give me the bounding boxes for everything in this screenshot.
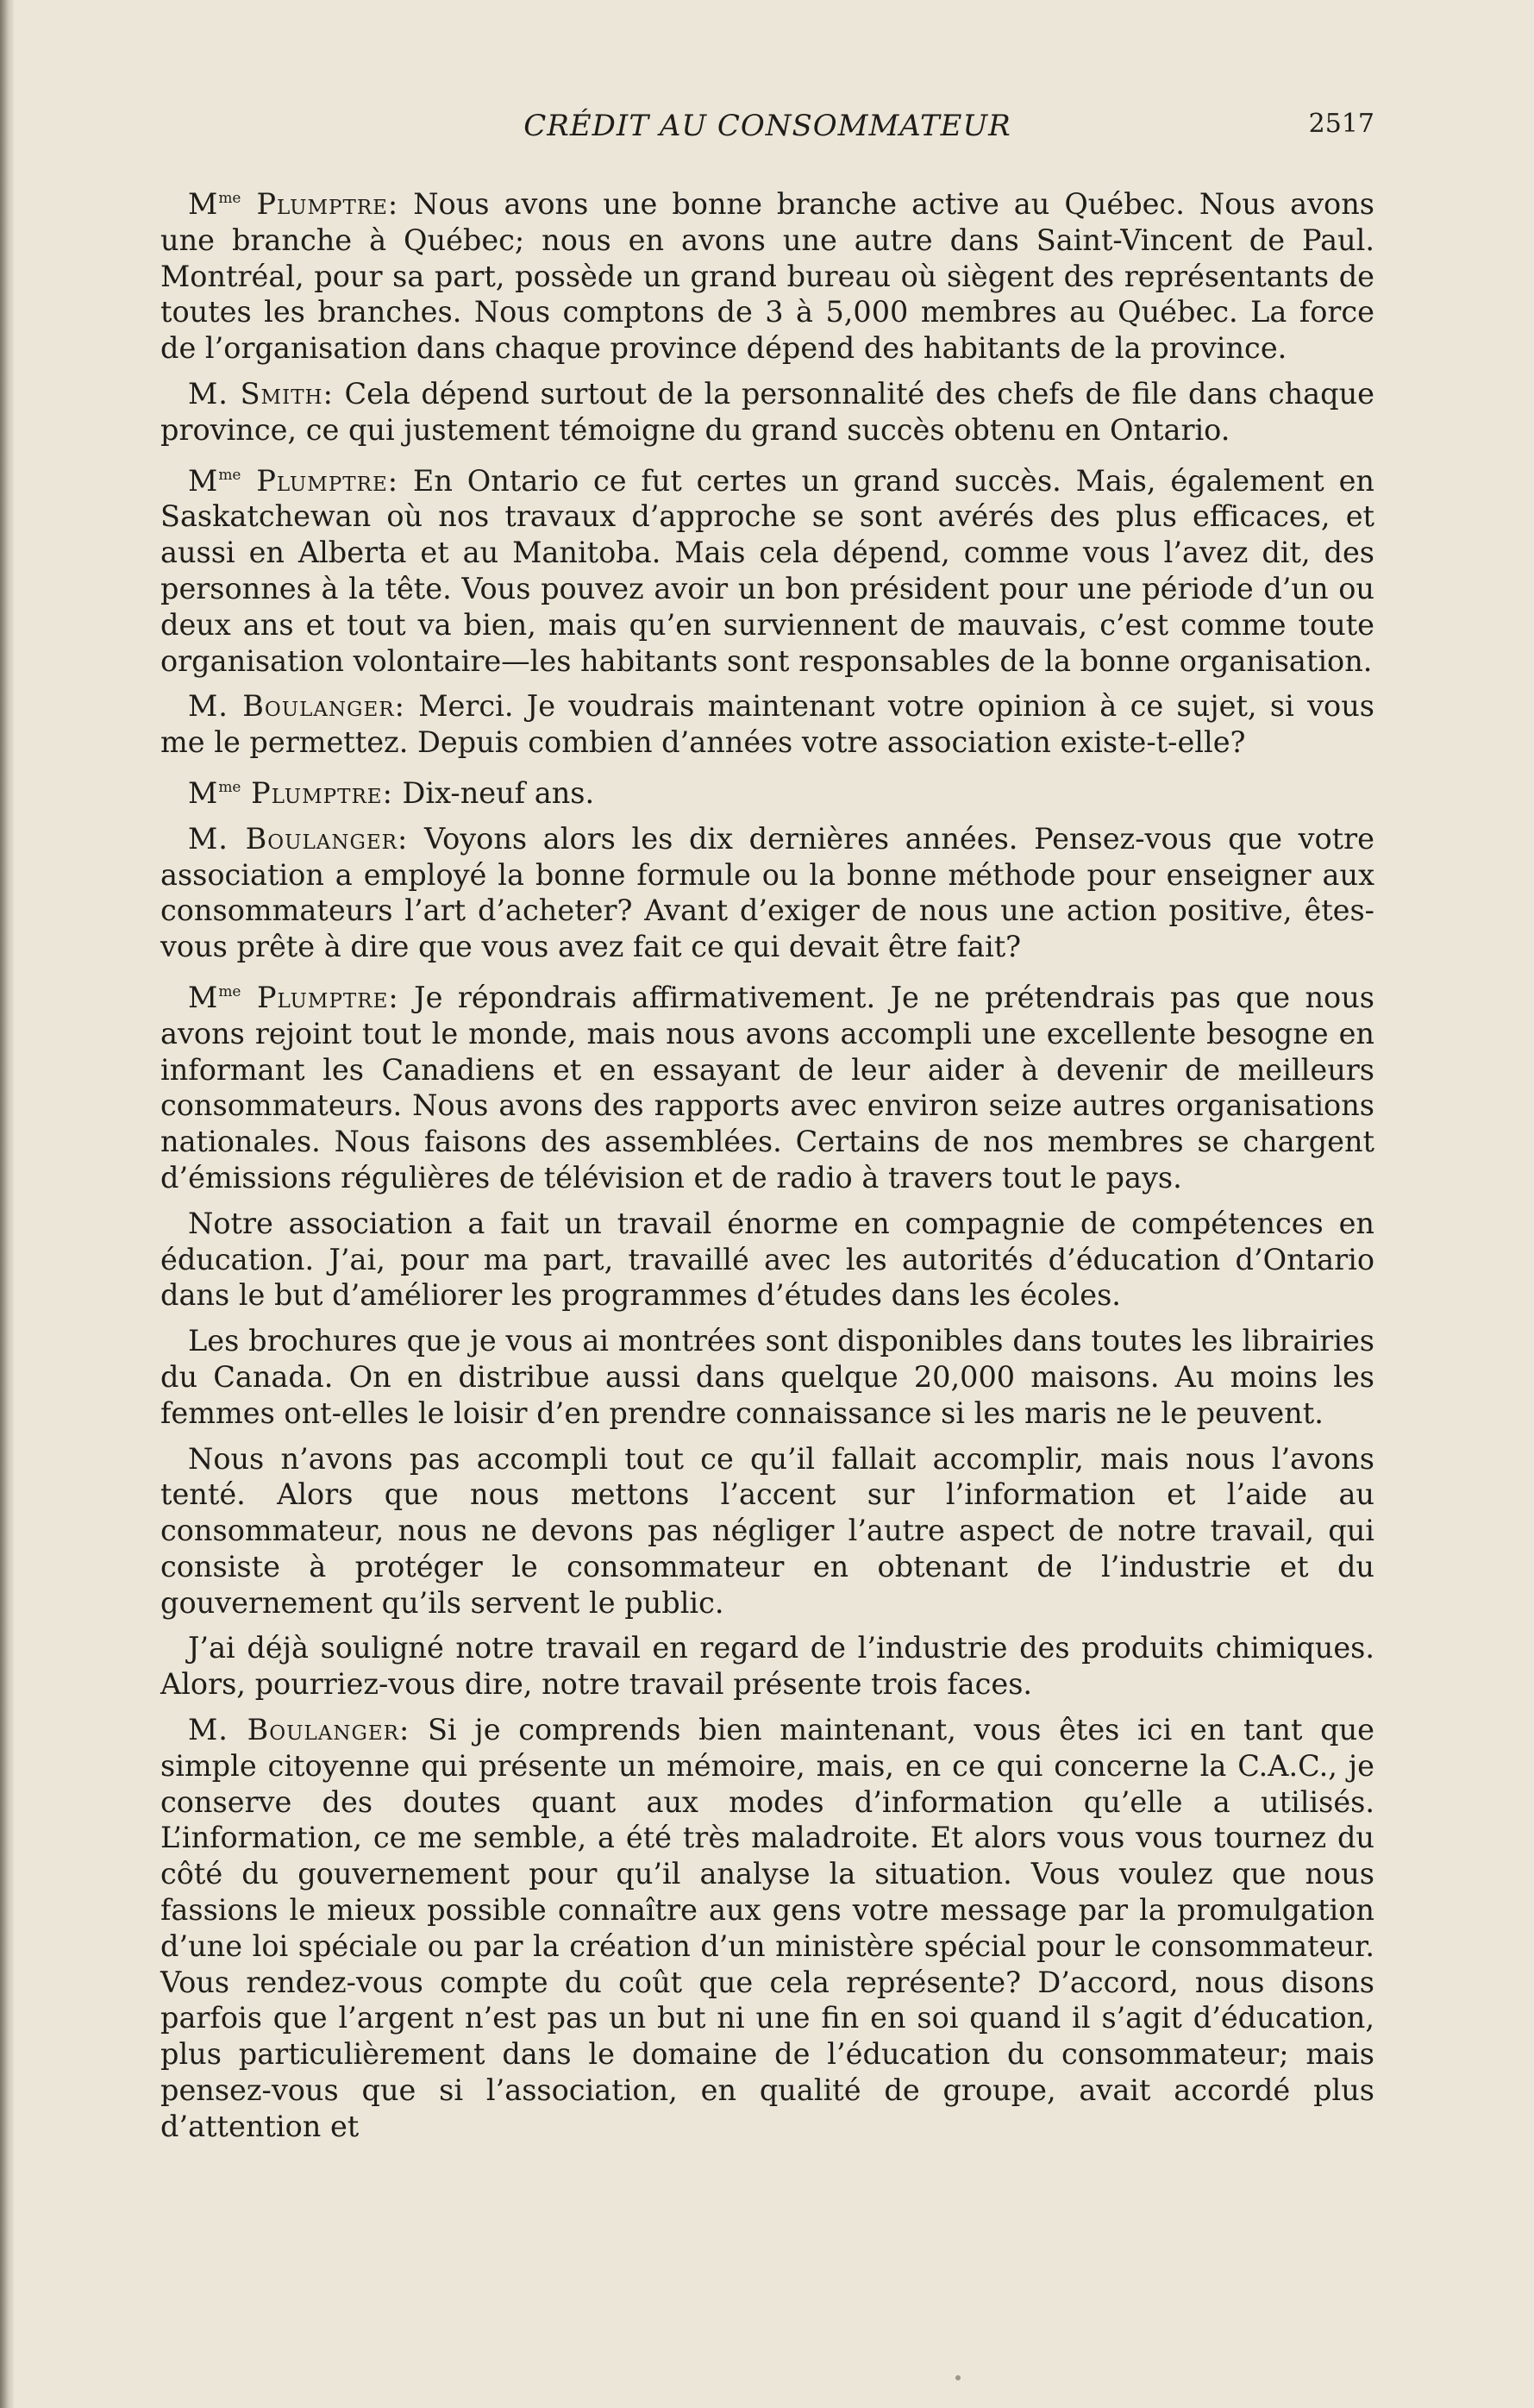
- speaker-name: Boulanger:: [242, 689, 405, 724]
- speaker-title-superscript: me: [218, 190, 241, 207]
- speaker-title: M.: [188, 1713, 247, 1747]
- paragraph-text: Voyons alors les dix dernières années. Pensez-vous que votre association a employé la bonne formule ou la bonne méthode pour enseigner aux consommateurs l’art d’acheter? Avant d’exiger de nous une action positive, êtes-vous prête à dire que vous avez fait ce qui devait être fait?: [160, 821, 1374, 964]
- page-speck: [955, 2375, 961, 2380]
- paragraph-text: Nous n’avons pas accompli tout ce qu’il fallait accomplir, mais nous l’avons tenté. Alors que nous mettons l’accent sur l’information et l’aide au consommateur, nous ne devons pas négliger l’autre aspect de notre travail, qui consiste à protéger le consommateur en obtenant de l’industrie et du gouvernement qu’ils servent le public.: [160, 1441, 1374, 1620]
- speaker-title-superscript: me: [218, 778, 241, 796]
- speaker: [188, 377, 334, 411]
- paragraph-text: Je répondrais affirmativement. Je ne prétendrais pas que nous avons rejoint tout le monde, mais nous avons accompli une excellente besogne en informant les Canadiens et en essayant de leur aider à devenir de meilleurs consommateurs. Nous avons des rapports avec environ seize autres organisations nationales. Nous faisons des assemblées. Certains de nos membres se chargent d’émissions régulières de télévision et de radio à travers tout le pays.: [160, 980, 1374, 1195]
- paragraph-text: Merci. Je voudrais maintenant votre opinion à ce sujet, si vous me le permettez. Depuis combien d’années votre association existe-t-elle?: [160, 689, 1374, 760]
- speaker: [188, 822, 408, 856]
- running-header: [160, 109, 1374, 150]
- speaker: [188, 1713, 410, 1746]
- paragraph: [160, 1712, 1374, 2145]
- paragraph: [160, 1441, 1374, 1621]
- speaker: [188, 187, 398, 221]
- paragraph-text: Si je comprends bien maintenant, vous êtes ici en tant que simple citoyenne qui présente un mémoire, mais, en ce qui concerne la C.A.C., je conserve des doutes quant aux modes d’information qu’elle a utilisés. L’information, ce me semble, a été très maladroite. Et alors vous vous tournez du côté du gouvernement pour qu’il analyse la situation. Vous voulez que nous fassions le mieux possible connaître aux gens votre message par la promulgation d’une loi spéciale ou par la création d’un ministère spécial pour le consommateur. Vous rendez-vous compte du coût que cela représente? D’accord, nous disons parfois que l’argent n’est pas un but ni une fin en soi quand il s’agit d’éducation, plus particulièrement dans le domaine de l’éducation du consommateur; mais pensez-vous que si l’association, en qualité de groupe, avait accordé plus d’attention et: [160, 1713, 1374, 2143]
- speaker-title-superscript: me: [218, 982, 241, 1000]
- speaker: [188, 689, 405, 723]
- speaker-name: Plumptre:: [256, 463, 399, 498]
- page-number: 2517: [1308, 109, 1374, 139]
- paragraph: [160, 1206, 1374, 1314]
- paragraph: [160, 770, 1374, 812]
- speaker-title: M: [188, 980, 219, 1014]
- paragraph-text: Cela dépend surtout de la personnalité des chefs de file dans chaque province, ce qui justement témoigne du grand succès obtenu en Ontario.: [160, 376, 1374, 447]
- paragraph-text: Dix-neuf ans.: [392, 775, 595, 810]
- paragraph: [160, 181, 1374, 367]
- paragraph-text: J’ai déjà souligné notre travail en regard de l’industrie des produits chimiques. Alors, pourriez-vous dire, notre travail présente trois faces.: [160, 1631, 1374, 1702]
- paragraph-text: Nous avons une bonne branche active au Québec. Nous avons une branche à Québec; nous en avons une autre dans Saint-Vincent de Paul. Montréal, pour sa part, possède un grand bureau où siègent des représentants de toutes les branches. Nous comptons de 3 à 5,000 membres au Québec. La force de l’organisation dans chaque province dépend des habitants de la province.: [160, 187, 1374, 366]
- speaker-name: Boulanger:: [247, 1713, 410, 1747]
- paragraph: [160, 1630, 1374, 1703]
- speaker-name: Plumptre:: [251, 775, 393, 810]
- paragraph: [160, 458, 1374, 680]
- paragraph: [160, 975, 1374, 1196]
- speaker-title: M.: [188, 376, 241, 411]
- paragraph: [160, 821, 1374, 965]
- paragraph: [160, 1323, 1374, 1431]
- speaker-name: Smith:: [240, 376, 334, 411]
- paragraph-text: En Ontario ce fut certes un grand succès. Mais, également en Saskatchewan où nos travaux d’approche se sont avérés des plus efficaces, et aussi en Alberta et au Manitoba. Mais cela dépend, comme vous l’avez dit, des personnes à la tête. Vous pouvez avoir un bon président pour une période d’un ou deux ans et tout va bien, mais qu’en surviennent de mauvais, c’est comme toute organisation volontaire—les habitants sont responsables de la bonne organisation.: [160, 463, 1374, 678]
- speaker-title-superscript: me: [218, 466, 241, 484]
- speaker-name: Plumptre:: [256, 980, 399, 1014]
- speaker-title: M.: [188, 821, 246, 856]
- paragraph: [160, 688, 1374, 761]
- page-body: [160, 181, 1374, 2154]
- running-title: CRÉDIT AU CONSOMMATEUR: [523, 109, 1011, 143]
- paragraph-text: Les brochures que je vous ai montrées sont disponibles dans toutes les librairies du Canada. On en distribue aussi dans quelque 20,000 maisons. Au moins les femmes ont-elles le loisir d’en prendre connaissance si les maris ne le peuvent.: [160, 1324, 1374, 1430]
- speaker-title: M: [188, 187, 219, 221]
- speaker-name: Boulanger:: [245, 821, 409, 856]
- speaker-name: Plumptre:: [256, 187, 399, 221]
- speaker-title: M: [188, 463, 219, 498]
- paragraph-text: Notre association a fait un travail énorme en compagnie de compétences en éducation. J’ai, pour ma part, travaillé avec les autorités d’éducation d’Ontario dans le but d’améliorer les programmes d’études dans les écoles.: [160, 1206, 1374, 1313]
- speaker: [188, 776, 393, 810]
- paragraph: [160, 376, 1374, 448]
- speaker-title: M.: [188, 689, 243, 724]
- speaker-title: M: [188, 775, 219, 810]
- page-edge: [0, 0, 14, 2408]
- speaker: [188, 464, 398, 498]
- speaker: [188, 981, 399, 1014]
